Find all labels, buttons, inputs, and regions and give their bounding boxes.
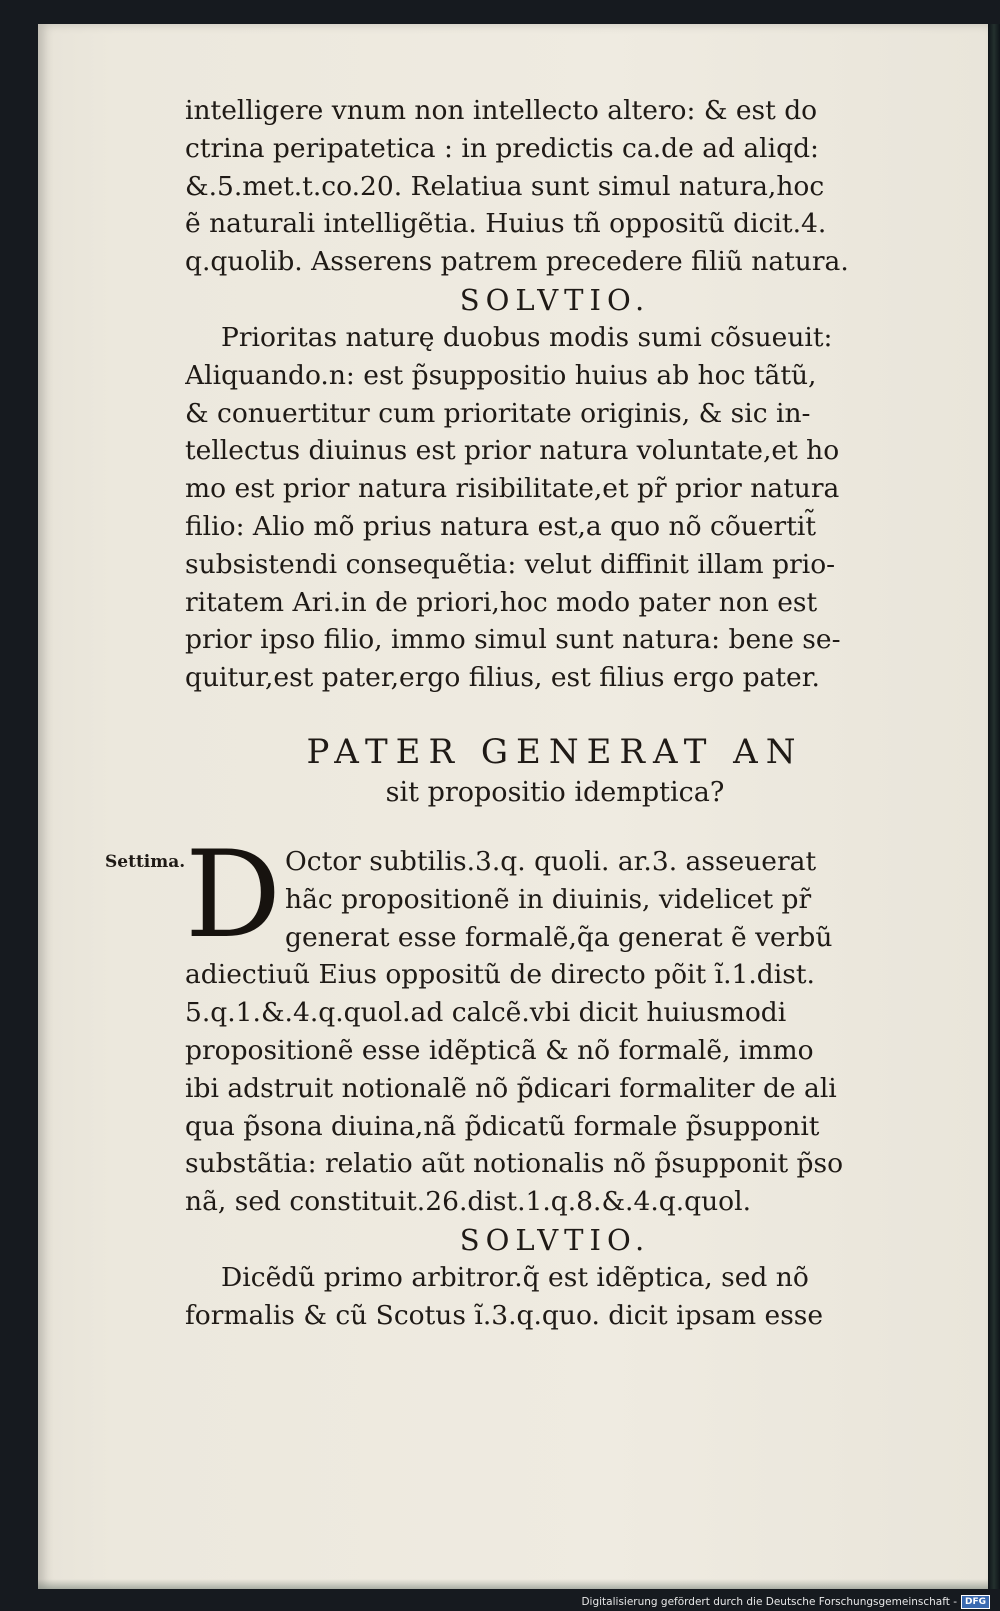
text-line: tellectus diuinus est prior natura voluntate,et ho [185, 435, 840, 467]
text-line: adiectiuũ Eius oppositũ de directo põit ĩ.1.dist. [185, 959, 815, 991]
text-line: filio: Alio mõ prius natura est,a quo nõ cõuertit̃ [185, 510, 816, 542]
text-line: nã, sed constituit.26.dist.1.q.8.&.4.q.quol. [185, 1186, 752, 1218]
text-line: substãtia: relatio aũt notionalis nõ p̃supponit p̃so [185, 1148, 844, 1180]
dfg-logo: DFG [961, 1595, 990, 1609]
text-line: hãc propositionẽ in diuinis, videlicet pr̃ [285, 883, 812, 915]
text-line: ẽ naturali intelligẽtia. Huius tñ oppositũ dicit.4. [185, 208, 827, 240]
text-line: prior ipso filio, immo simul sunt natura: bene se- [185, 624, 841, 656]
text-line: intelligere vnum non intellecto altero: & est do [185, 95, 818, 126]
text-line: mo est prior natura risibilitate,et pr̃ prior natura [185, 473, 840, 505]
text-line: q.quolib. Asserens patrem precedere filiũ natura. [185, 246, 849, 278]
text-line: &.5.met.t.co.20. Relatiua sunt simul natura,hoc [185, 170, 825, 202]
margin-note: Settima. [105, 852, 186, 872]
text-line: ibi adstruit notionalẽ nõ p̃dicari formaliter de ali [185, 1072, 837, 1104]
text-line: Dicẽdũ primo arbitror.q̃ est idẽptica, sed nõ [221, 1261, 809, 1293]
text-line: Prioritas naturę duobus modis sumi cõsueuit: [221, 321, 833, 353]
text-line: quitur,est pater,ergo filius, est filius ergo pater. [185, 662, 820, 694]
drop-cap-initial: D [185, 825, 282, 965]
text-line: Octor subtilis.3.q. quoli. ar.3. asseuerat [285, 845, 817, 877]
text-line: formalis & cũ Scotus ĩ.3.q.quo. dicit ipsam esse [185, 1299, 824, 1331]
text-line: qua p̃sona diuina,nã p̃dicatũ formale p̃supponit [185, 1110, 820, 1142]
question-title: PATER GENERAT AN [306, 731, 804, 772]
text-line: 5.q.1.&.4.q.quol.ad calcẽ.vbi dicit huiusmodi [185, 997, 787, 1029]
paragraph-solutio-1 [185, 319, 925, 697]
text-line: ctrina peripatetica : in predictis ca.de ad aliqd: [185, 132, 819, 164]
text-line: Aliquando.n: est p̃suppositio huius ab hoc tãtũ, [185, 359, 817, 391]
section-heading: SOLVTIO. [459, 1222, 651, 1257]
paragraph-solutio-2 [185, 1259, 925, 1335]
footer-text: Digitalisierung gefördert durch die Deutsche Forschungsgemeinschaft - [581, 1596, 957, 1608]
text-line: propositionẽ esse idẽpticã & nõ formalẽ, immo [185, 1034, 814, 1066]
text-line: generat esse formalẽ,q̃a generat ẽ verbũ [285, 921, 833, 953]
text-line: ritatem Ari.in de priori,hoc modo pater non est [185, 586, 818, 618]
digitization-footer [581, 1595, 990, 1609]
paragraph-intro [185, 92, 925, 281]
paragraph-question [185, 825, 925, 1221]
page-text [185, 92, 925, 1335]
text-line: subsistendi consequẽtia: velut diffinit illam prio- [185, 548, 836, 580]
text-line: & conuertitur cum prioritate originis, & sic in- [185, 397, 811, 429]
section-heading: SOLVTIO. [459, 282, 651, 317]
page-edge [988, 24, 1000, 1589]
question-subtitle: sit propositio idemptica? [385, 776, 725, 808]
